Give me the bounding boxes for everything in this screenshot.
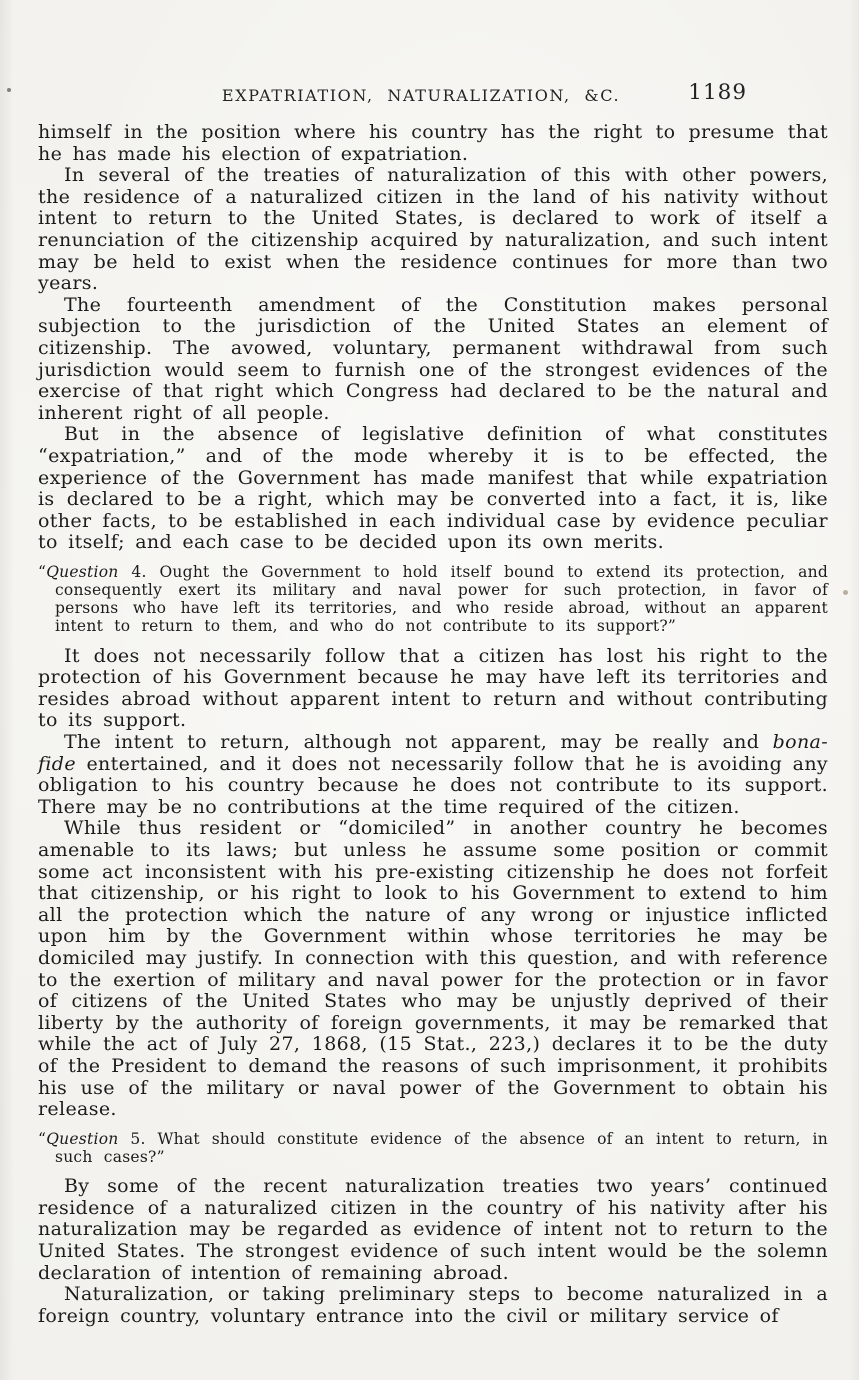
page-number: 1189	[688, 80, 747, 105]
paragraph: The fourteenth amendment of the Constitution makes personal subjection to the jurisdiction of the United States an element of citizenship. The avowed, voluntary, permanent withdrawal from such jurisdiction would seem to furnish one of the strongest evidences of the exercise of that right which Congress had declared to be the natural and inherent right of all people.	[38, 293, 828, 424]
paragraph: It does not necessarily follow that a citizen has lost his right to the protection of his Government because he may have left its territories and resides abroad without apparent intent to return and without contributing to its support.	[38, 644, 828, 732]
paragraph: By some of the recent naturalization treaties two years’ continued residence of a naturalized citizen in the country of his nativity after his naturalization may be regarded as evidence of intent not to return to the United States. The strongest evidence of such intent would be the solemn declaration of intention of remaining abroad.	[38, 1175, 828, 1284]
block-quote: “Question 5. What should constitute evidence of the absence of an intent to return, in such cases?”	[38, 1129, 828, 1166]
block-quote: “Question 4. Ought the Government to hold itself bound to extend its protection, and consequently exert its military and naval power for such protection, in favor of persons who have left its territories, and who reside abroad, without an apparent intent to return to them, and who do not contribute to its support?”	[38, 562, 828, 636]
paragraph: The intent to return, although not apparent, may be really and bona-fide entertained, and it does not necessarily follow that he is avoiding any obligation to his country because he does not contribute to its support. There may be no contributions at the time required of the citizen.	[38, 731, 828, 818]
paragraph: himself in the position where his country has the right to presume that he has made his election of expatriation.	[38, 121, 828, 165]
scan-speck	[843, 590, 848, 595]
paragraph: In several of the treaties of naturalization of this with other powers, the residence of a naturalized citizen in the land of his nativity without intent to return to the United States, is declared to work of itself a renunciation of the citizenship acquired by naturalization, and such intent may be held to exist when the residence continues for more than two years.	[38, 164, 828, 295]
paragraph: But in the absence of legislative definition of what constitutes “expatriation,” and of the mode whereby it is to be effected, the experience of the Government has made manifest that while expatriation is declared to be a right, which may be converted into a fact, it is, like other facts, to be established in each individual case by evidence peculiar to itself; and each case to be decided upon its own merits.	[38, 423, 828, 554]
running-header	[38, 80, 828, 108]
paragraph: While thus resident or “domiciled” in another country he becomes amenable to its laws; but unless he assume some position or commit some act inconsistent with his pre-existing citizenship he does not forfeit that citizenship, or his right to look to his Government to extend to him all the protection which the nature of any wrong or injustice inflicted upon him by the Government within whose territories he may be domiciled may justify. In connection with this question, and with reference to the exertion of military and naval power for the protection or in favor of citizens of the United States who may be unjustly deprived of their liberty by the authority of foreign governments, it may be remarked that while the act of July 27, 1868, (15 Stat., 223,) declares it to be the duty of the President to demand the reasons of such imprisonment, it prohibits his use of the military or naval power of the Government to obtain his release.	[38, 817, 828, 1121]
running-header-title: EXPATRIATION, NATURALIZATION, &C.	[221, 86, 621, 105]
paragraph: Naturalization, or taking preliminary steps to become naturalized in a foreign country, voluntary entrance into the civil or military service of	[38, 1283, 828, 1327]
scan-speck	[7, 88, 11, 92]
page-body	[38, 122, 828, 1327]
text-column	[38, 80, 828, 1327]
